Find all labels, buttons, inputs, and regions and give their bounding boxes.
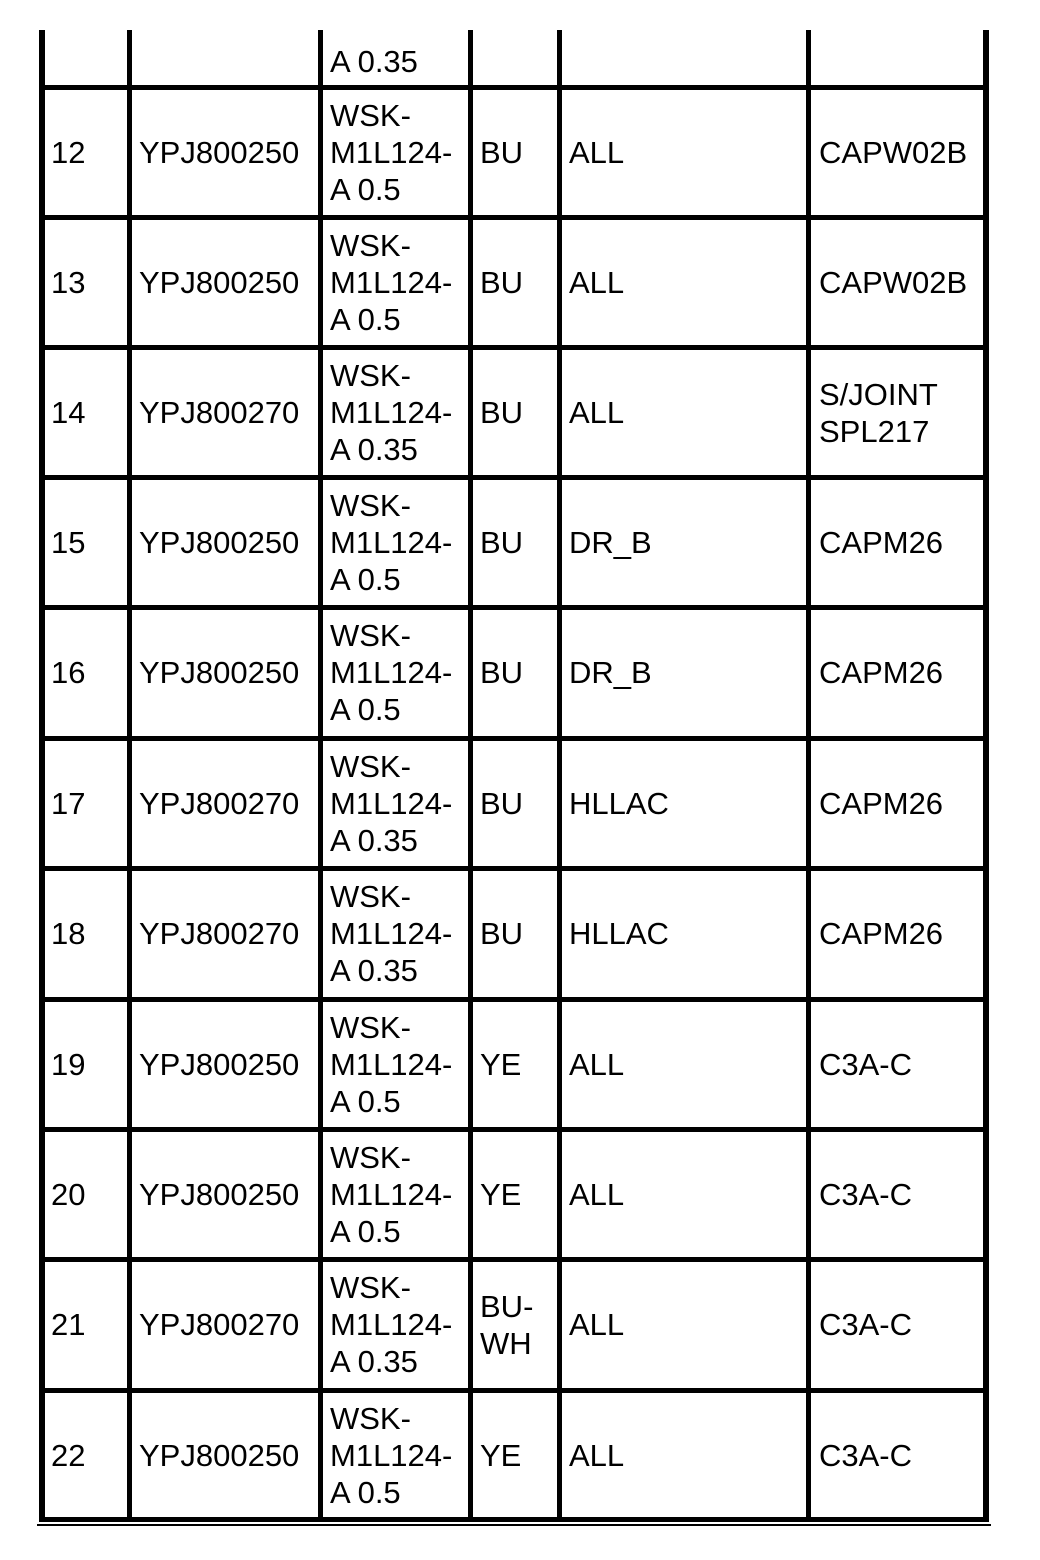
wire-color-text: WH xyxy=(480,1325,532,1361)
row-number-cell xyxy=(51,1132,85,1257)
option-text: ALL xyxy=(569,1047,625,1082)
option-text: DR_B xyxy=(569,525,652,560)
option-text: ALL xyxy=(569,1307,625,1342)
wire-spec-text: M1L124- xyxy=(330,1047,453,1082)
wire-color-text: BU xyxy=(480,916,524,951)
row-number-cell xyxy=(51,480,85,605)
wire-spec-cell xyxy=(330,1002,452,1127)
wire-color-text: YE xyxy=(480,1438,522,1473)
wire-spec-cell xyxy=(330,1262,452,1387)
option-cell xyxy=(569,871,669,996)
option-text: ALL xyxy=(569,1438,625,1473)
wire-spec-cell xyxy=(330,350,452,475)
part-number-cell xyxy=(139,1002,299,1127)
wire-spec-text: WSK- xyxy=(330,1270,411,1305)
wire-color-cell xyxy=(480,350,523,475)
part-number-cell xyxy=(139,610,299,735)
row-number-text: 17 xyxy=(51,786,86,821)
part-number-text: YPJ800270 xyxy=(139,395,300,430)
row-number-text: 19 xyxy=(51,1047,86,1082)
table-border-right xyxy=(983,30,989,1522)
option-cell xyxy=(569,1393,624,1518)
wire-spec-text: WSK- xyxy=(330,228,411,263)
wire-spec-text: A 0.5 xyxy=(330,172,401,207)
wire-spec-text: M1L124- xyxy=(330,135,453,170)
row-number-text: 21 xyxy=(51,1307,86,1342)
row-number-cell xyxy=(51,1393,85,1518)
wire-color-cell xyxy=(480,610,523,735)
connector-text: CAPM26 xyxy=(819,525,944,560)
option-cell xyxy=(569,1132,624,1257)
option-cell xyxy=(569,1262,624,1387)
wire-color-text: BU xyxy=(480,525,524,560)
wire-color-cell xyxy=(480,220,523,345)
wire-color-cell xyxy=(480,1002,521,1127)
row-number-text: 20 xyxy=(51,1177,86,1212)
part-number-text: YPJ800270 xyxy=(139,916,300,951)
table-bottom-border-thin xyxy=(37,1524,991,1526)
connector-text: C3A-C xyxy=(819,1177,913,1212)
wire-spec-text: A 0.35 xyxy=(330,823,418,858)
connector-text: CAPW02B xyxy=(819,135,968,170)
option-text: ALL xyxy=(569,1177,625,1212)
connector-cell xyxy=(819,1002,912,1127)
row-number-cell xyxy=(51,741,85,866)
row-number-text: 14 xyxy=(51,395,86,430)
table-border-left xyxy=(39,30,45,1522)
row-number-cell xyxy=(51,871,85,996)
row-number-cell xyxy=(51,350,85,475)
partial-row-wire-cell xyxy=(330,40,418,82)
part-number-text: YPJ800270 xyxy=(139,1307,300,1342)
connector-cell xyxy=(819,480,943,605)
wire-color-text: BU xyxy=(480,655,524,690)
row-number-cell xyxy=(51,1262,85,1387)
row-number-text: 12 xyxy=(51,135,86,170)
wire-color-cell xyxy=(480,741,523,866)
wire-spec-cell xyxy=(330,480,452,605)
connector-text: SPL217 xyxy=(819,413,930,449)
connector-text: C3A-C xyxy=(819,1438,913,1473)
connector-text: C3A-C xyxy=(819,1047,913,1082)
row-number-text: 18 xyxy=(51,916,86,951)
wire-color-text: BU xyxy=(480,395,524,430)
wire-spec-text: M1L124- xyxy=(330,1177,453,1212)
wire-color-cell xyxy=(480,871,523,996)
option-text: ALL xyxy=(569,135,625,170)
wire-spec-text: WSK- xyxy=(330,618,411,653)
part-number-text: YPJ800250 xyxy=(139,1438,300,1473)
option-text: DR_B xyxy=(569,655,652,690)
wire-spec-text: WSK- xyxy=(330,879,411,914)
wire-spec-text: A 0.5 xyxy=(330,1084,401,1119)
option-cell xyxy=(569,1002,624,1127)
wire-spec-cell xyxy=(330,220,452,345)
wire-spec-text: A 0.5 xyxy=(330,302,401,337)
wire-spec-cell xyxy=(330,610,452,735)
wire-spec-cell xyxy=(330,1393,452,1518)
part-number-text: YPJ800270 xyxy=(139,786,300,821)
connector-text: S/JOINT xyxy=(819,376,938,412)
wire-spec-cell xyxy=(330,871,452,996)
option-cell xyxy=(569,741,669,866)
part-number-cell xyxy=(139,1393,299,1518)
connector-cell xyxy=(819,220,967,345)
row-number-text: 22 xyxy=(51,1438,86,1473)
option-text: ALL xyxy=(569,395,625,430)
wire-spec-text: WSK- xyxy=(330,98,411,133)
row-number-cell xyxy=(51,90,85,215)
connector-text: C3A-C xyxy=(819,1307,913,1342)
row-number-text: 15 xyxy=(51,525,86,560)
part-number-text: YPJ800250 xyxy=(139,1177,300,1212)
part-number-text: YPJ800250 xyxy=(139,265,300,300)
wire-spec-text: M1L124- xyxy=(330,1307,453,1342)
option-text: ALL xyxy=(569,265,625,300)
wire-color-text: BU- xyxy=(480,1288,534,1324)
wire-color-text: BU xyxy=(480,265,524,300)
connector-cell xyxy=(819,1393,912,1518)
wire-color-cell xyxy=(480,480,523,605)
part-number-cell xyxy=(139,350,299,475)
wire-spec-text: A 0.5 xyxy=(330,562,401,597)
option-cell xyxy=(569,610,652,735)
wire-spec-text: WSK- xyxy=(330,1140,411,1175)
part-number-cell xyxy=(139,741,299,866)
column-divider-1 xyxy=(127,30,132,1522)
connector-text: CAPM26 xyxy=(819,655,944,690)
option-text: HLLAC xyxy=(569,916,669,951)
part-number-cell xyxy=(139,1262,299,1387)
wire-color-text: BU xyxy=(480,786,524,821)
wire-spec-text: A 0.35 xyxy=(330,1344,418,1379)
wire-spec-cell xyxy=(330,741,452,866)
column-divider-2 xyxy=(318,30,323,1522)
connector-cell xyxy=(819,871,943,996)
option-cell xyxy=(569,220,624,345)
option-cell xyxy=(569,480,652,605)
wire-spec-cell xyxy=(330,1132,452,1257)
part-number-cell xyxy=(139,871,299,996)
part-number-cell xyxy=(139,220,299,345)
connector-text: CAPM26 xyxy=(819,786,944,821)
row-number-cell xyxy=(51,220,85,345)
wire-spec-text: A 0.5 xyxy=(330,692,401,727)
wire-color-cell xyxy=(480,1393,521,1518)
row-number-cell xyxy=(51,610,85,735)
option-cell xyxy=(569,90,624,215)
row-number-text: 13 xyxy=(51,265,86,300)
connector-cell xyxy=(819,610,943,735)
wire-spec-text: A 0.35 xyxy=(330,953,418,988)
wire-spec-text: M1L124- xyxy=(330,525,453,560)
part-number-text: YPJ800250 xyxy=(139,1047,300,1082)
connector-text: CAPM26 xyxy=(819,916,944,951)
connector-text: CAPW02B xyxy=(819,265,968,300)
wire-spec-text: M1L124- xyxy=(330,1438,453,1473)
wire-spec-text: M1L124- xyxy=(330,916,453,951)
wire-spec-text: M1L124- xyxy=(330,655,453,690)
wire-color-cell xyxy=(480,90,523,215)
part-number-cell xyxy=(139,90,299,215)
wire-color-text: YE xyxy=(480,1047,522,1082)
wire-spec-text: A 0.35 xyxy=(330,432,418,467)
wire-color-cell xyxy=(480,1132,521,1257)
part-number-text: YPJ800250 xyxy=(139,135,300,170)
wire-spec-text: WSK- xyxy=(330,358,411,393)
part-number-cell xyxy=(139,1132,299,1257)
option-cell xyxy=(569,350,624,475)
part-number-text: YPJ800250 xyxy=(139,525,300,560)
wire-spec-text: M1L124- xyxy=(330,265,453,300)
wire-spec-text: WSK- xyxy=(330,1010,411,1045)
row-number-text: 16 xyxy=(51,655,86,690)
wire-color-text: BU xyxy=(480,135,524,170)
connector-cell xyxy=(819,1262,912,1387)
row-number-cell xyxy=(51,1002,85,1127)
connector-cell xyxy=(819,1132,912,1257)
wire-spec-text: WSK- xyxy=(330,488,411,523)
column-divider-5 xyxy=(806,30,811,1522)
wire-spec-text: M1L124- xyxy=(330,395,453,430)
column-divider-4 xyxy=(557,30,562,1522)
wire-spec-text: WSK- xyxy=(330,749,411,784)
connector-cell xyxy=(819,741,943,866)
wire-spec-text: WSK- xyxy=(330,1401,411,1436)
wire-color-text: YE xyxy=(480,1177,522,1212)
connector-cell xyxy=(819,350,938,475)
wire-color-cell xyxy=(480,1262,533,1387)
wire-spec-text: M1L124- xyxy=(330,786,453,821)
part-number-cell xyxy=(139,480,299,605)
wire-spec-text: A 0.5 xyxy=(330,1214,401,1249)
part-number-text: YPJ800250 xyxy=(139,655,300,690)
connector-cell xyxy=(819,90,967,215)
partial-row-wire-text: A 0.35 xyxy=(330,43,418,79)
wire-spec-cell xyxy=(330,90,452,215)
option-text: HLLAC xyxy=(569,786,669,821)
column-divider-3 xyxy=(468,30,473,1522)
wire-spec-text: A 0.5 xyxy=(330,1475,401,1510)
